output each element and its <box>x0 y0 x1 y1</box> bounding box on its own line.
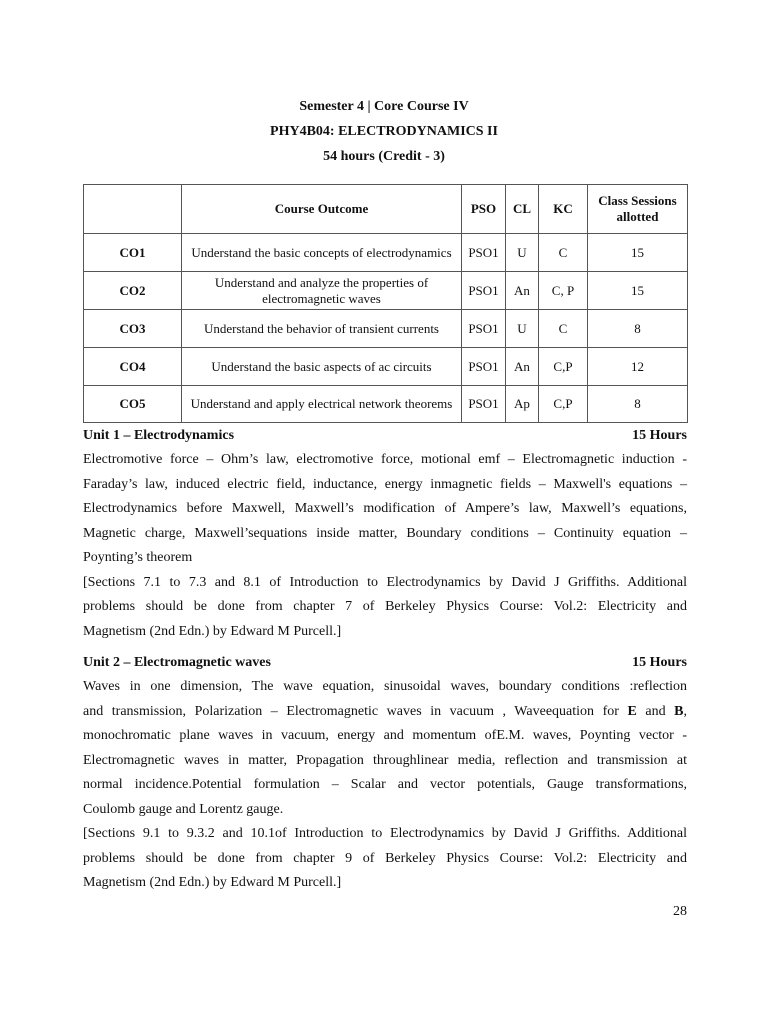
unit1-title: Unit 1 – Electrodynamics <box>83 428 235 443</box>
co-id-cell: CO1 <box>84 234 182 272</box>
unit1-line: Poynting’s theorem <box>83 550 193 565</box>
unit1-hours: 15 Hours <box>632 428 687 443</box>
co-id-cell: CO2 <box>84 272 182 310</box>
header-cell <box>84 185 182 234</box>
unit1-line: Magnetic charge, Maxwell’sequations inside matter, Boundary conditions – Continuity equation – <box>83 525 687 541</box>
header-cell: CL <box>506 185 539 234</box>
table-header-row <box>84 185 688 234</box>
table-row <box>84 234 688 272</box>
unit2-line-text: and transmission, Polarization – Electromagnetic waves in vacuum , Waveequation for <box>83 703 628 719</box>
semester-heading: Semester 4 | Core Course IV <box>299 99 469 114</box>
sessions-cell: 15 <box>588 272 688 310</box>
pso-cell: PSO1 <box>462 234 506 272</box>
kc-cell: C, P <box>539 272 588 310</box>
unit1-line: Electromotive force – Ohm’s law, electromotive force, motional emf – Electromagnetic induction - <box>83 452 687 467</box>
unit2-ref-line: Magnetism (2nd Edn.) by Edward M Purcell.] <box>83 875 342 890</box>
unit2-title: Unit 2 – Electromagnetic waves <box>83 655 271 670</box>
unit1-heading <box>83 428 687 444</box>
hours-credit-heading: 54 hours (Credit - 3) <box>323 149 445 164</box>
cl-cell: Ap <box>506 386 539 423</box>
kc-cell: C <box>539 310 588 348</box>
outcome-cell: Understand the basic aspects of ac circuits <box>182 348 462 386</box>
kc-cell: C <box>539 234 588 272</box>
kc-cell: C,P <box>539 348 588 386</box>
outcome-cell: Understand the basic concepts of electrodynamics <box>182 234 462 272</box>
sessions-cell: 8 <box>588 310 688 348</box>
unit2-line: Waves in one dimension, The wave equation, sinusoidal waves, boundary conditions :reflection <box>83 679 687 694</box>
cl-cell: An <box>506 348 539 386</box>
pso-cell: PSO1 <box>462 348 506 386</box>
unit1-line: Faraday’s law, induced electric field, inductance, energy inmagnetic fields – Maxwell's equations – <box>83 476 687 492</box>
unit1-line: Electrodynamics before Maxwell, Maxwell’s modification of Ampere’s law, Maxwell’s equations, <box>83 501 687 516</box>
table-row <box>84 310 688 348</box>
table-row <box>84 386 688 423</box>
co-id-cell: CO3 <box>84 310 182 348</box>
unit2-hours: 15 Hours <box>632 655 687 670</box>
header-cell: PSO <box>462 185 506 234</box>
outcome-cell: Understand the behavior of transient currents <box>182 310 462 348</box>
cl-cell: U <box>506 234 539 272</box>
page-number: 28 <box>673 904 687 919</box>
unit1-body <box>83 448 687 644</box>
cl-cell: An <box>506 272 539 310</box>
co-id-cell: CO5 <box>84 386 182 423</box>
bold-b: B <box>674 703 684 719</box>
unit2-heading <box>83 655 687 671</box>
unit2-ref-line: problems should be done from chapter 9 of Berkeley Physics Course: Vol.2: Electricity and <box>83 850 687 866</box>
unit2-line: Coulomb gauge and Lorentz gauge. <box>83 801 284 817</box>
unit1-ref-line: [Sections 7.1 to 7.3 and 8.1 of Introduction to Electrodynamics by David J Griffiths. Additional <box>83 574 687 590</box>
unit2-ref-line: [Sections 9.1 to 9.3.2 and 10.1of Introduction to Electrodynamics by David J Griffiths. Additional <box>83 826 687 841</box>
sessions-cell: 12 <box>588 348 688 386</box>
kc-cell: C,P <box>539 386 588 423</box>
pso-cell: PSO1 <box>462 310 506 348</box>
cl-cell: U <box>506 310 539 348</box>
pso-cell: PSO1 <box>462 386 506 423</box>
unit2-line: Electromagnetic waves in matter, Propagation throughlinear media, reflection and transmission at <box>83 752 687 768</box>
and-word: and <box>636 703 675 719</box>
unit2-line: monochromatic plane waves in vacuum, energy and momentum ofE.M. waves, Poynting vector - <box>83 728 687 743</box>
unit1-ref-line: problems should be done from chapter 7 of Berkeley Physics Course: Vol.2: Electricity and <box>83 599 687 614</box>
unit1-ref-line: Magnetism (2nd Edn.) by Edward M Purcell.] <box>83 623 342 639</box>
header-cell: KC <box>539 185 588 234</box>
table-row <box>84 348 688 386</box>
outcome-cell: Understand and analyze the properties of electromagnetic waves <box>182 272 462 310</box>
outcome-cell: Understand and apply electrical network theorems <box>182 386 462 423</box>
course-outcome-table <box>83 184 688 423</box>
unit2-line: normal incidence.Potential formulation – Scalar and vector potentials, Gauge transformations, <box>83 777 687 792</box>
unit2-body <box>83 675 687 896</box>
table-row <box>84 272 688 310</box>
header-cell: Course Outcome <box>182 185 462 234</box>
comma: , <box>683 703 687 719</box>
header-cell: Class Sessions allotted <box>588 185 688 234</box>
unit2-line <box>83 700 687 725</box>
bold-e: E <box>627 703 637 719</box>
course-code-heading: PHY4B04: ELECTRODYNAMICS II <box>270 124 498 139</box>
co-id-cell: CO4 <box>84 348 182 386</box>
pso-cell: PSO1 <box>462 272 506 310</box>
sessions-cell: 8 <box>588 386 688 423</box>
sessions-cell: 15 <box>588 234 688 272</box>
